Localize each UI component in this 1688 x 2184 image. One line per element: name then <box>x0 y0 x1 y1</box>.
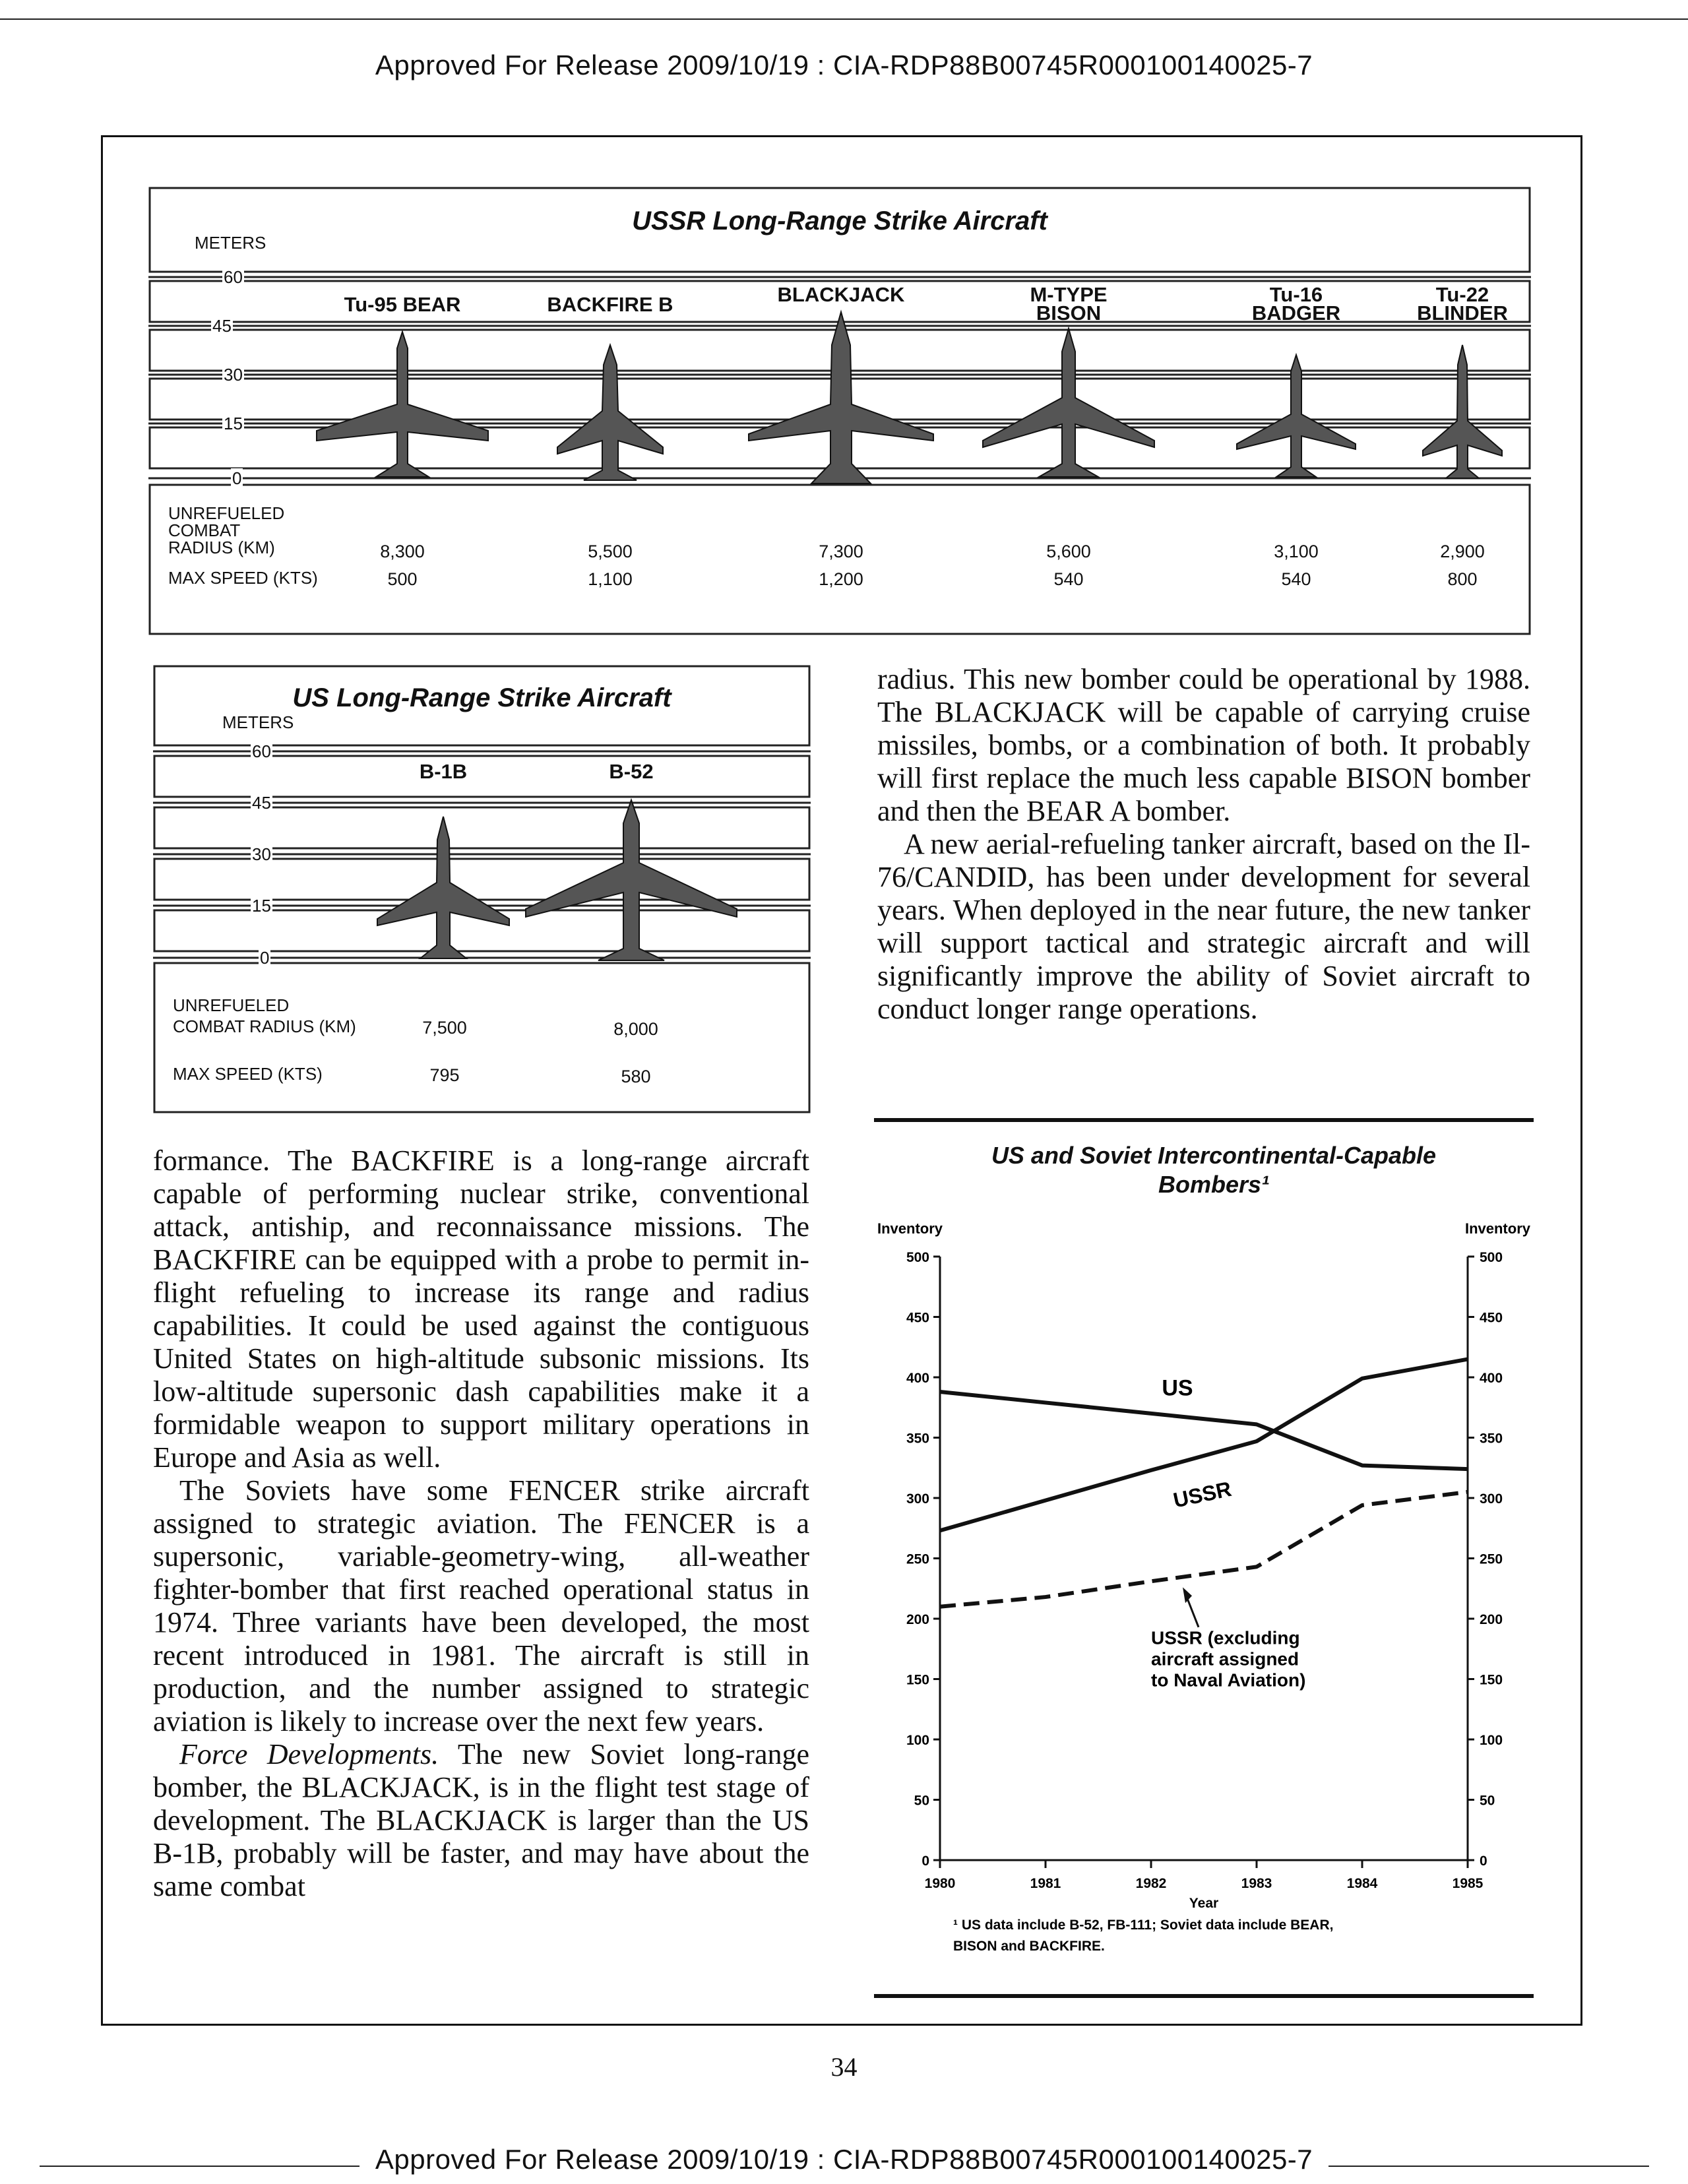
ussr-scale-60: 60 <box>224 267 243 287</box>
y-tick-label-left: 0 <box>922 1854 929 1869</box>
x-tick-label: 1981 <box>1030 1876 1061 1891</box>
paragraph: A new aerial-refueling tanker aircraft, based on the Il-76/CANDID, has been under development for several years. When deployed in the near future, the new tanker will support tactical and strategic aircraft and will significantly improve the ability of Soviet aircraft to conduct longer range operations. <box>877 828 1530 1025</box>
y-tick-label-left: 250 <box>906 1551 929 1567</box>
paragraph <box>153 1738 809 1903</box>
y-tick-label-right: 150 <box>1480 1672 1503 1688</box>
y-tick-label-left: 350 <box>906 1431 929 1447</box>
series-label-us: US <box>1162 1375 1193 1401</box>
us-scale-60: 60 <box>252 741 271 761</box>
y-tick-label-right: 100 <box>1480 1733 1503 1748</box>
ussr-speed-value: 500 <box>387 569 418 589</box>
ussr-aircraft-name: M-TYPE BISON <box>1030 283 1108 325</box>
us-speed-value: 795 <box>429 1065 460 1085</box>
ussr-radius-value: 5,600 <box>1046 542 1091 561</box>
paragraph: radius. This new bomber could be operational by 1988. The BLACKJACK will be capable of carrying cruise missiles, bombs, or a combination of both. It probably will first replace the much less capable BISON bomber and then the BEAR A bomber. <box>877 663 1530 827</box>
blackjack-silhouette <box>749 312 933 484</box>
us-radius-label: UNREFUELED COMBAT RADIUS (KM) <box>173 995 356 1036</box>
y-tick-label-right: 400 <box>1480 1371 1503 1386</box>
annotation-arrowhead <box>1183 1587 1192 1603</box>
aircraft-silhouettes <box>317 312 1502 484</box>
y-tick-label-left: 400 <box>906 1371 929 1386</box>
us-radius-value: 8,000 <box>613 1019 658 1039</box>
us-speed-label: MAX SPEED (KTS) <box>173 1064 323 1084</box>
us-figure-title: US Long-Range Strike Aircraft <box>292 683 672 712</box>
paragraph: formance. The BACKFIRE is a long-range aircraft capable of performing nuclear strike, conventional attack, antiship, and reconnaissance missions. The BACKFIRE can be equipped with a probe to permit in-flight refueling to increase its range and radius capabilities. It could be used against the contiguous United States on high-altitude subsonic missions. Its low-altitude supersonic dash capabilities make it a formidable weapon to support military operations in Europe and Asia as well. <box>153 1144 809 1474</box>
y-tick-label-right: 50 <box>1480 1793 1495 1809</box>
release-footer: Approved For Release 2009/10/19 : CIA-RDP88B00745R000100140025-7 <box>0 2144 1688 2175</box>
b1b-silhouette <box>377 817 509 958</box>
x-tick-label: 1984 <box>1346 1876 1378 1891</box>
y-tick-label-left: 50 <box>914 1793 929 1809</box>
ussr-radius-value: 5,500 <box>588 542 633 561</box>
ussr-figure <box>148 187 1531 635</box>
y-tick-label-right: 0 <box>1480 1854 1487 1869</box>
ussr-speed-value: 800 <box>1447 569 1478 589</box>
ussr-aircraft-name: BACKFIRE B <box>547 293 673 316</box>
ussr-radius-value: 8,300 <box>380 542 425 561</box>
y-tick-label-left: 200 <box>906 1612 929 1627</box>
m-type-bison-silhouette <box>983 328 1154 477</box>
section-lead: Force Developments. <box>179 1738 439 1770</box>
ussr-scale-15: 15 <box>224 414 243 433</box>
us-aircraft-silhouettes <box>377 800 737 960</box>
y-tick-label-left: 100 <box>906 1733 929 1748</box>
us-scale-15: 15 <box>252 896 271 916</box>
annotation-line: to Naval Aviation) <box>1151 1669 1306 1691</box>
y-tick-label-right: 450 <box>1480 1310 1503 1326</box>
page-number: 34 <box>830 2052 858 2082</box>
ussr-radius-value: 7,300 <box>819 542 863 561</box>
ussr-speed-value: 1,100 <box>588 569 633 589</box>
us-aircraft-name: B-52 <box>609 760 654 783</box>
annotation-line: aircraft assigned <box>1151 1648 1299 1669</box>
paragraph-body: The new Soviet long-range bomber, the BLACKJACK, is in the flight test stage of development. The BLACKJACK is larger than the US B-1B, probably will be faster, and may have about the same combat <box>153 1738 810 1902</box>
y-tick-label-left: 450 <box>906 1310 929 1326</box>
left-column-text <box>153 1144 809 1903</box>
ussr-radius-value: 3,100 <box>1274 542 1319 561</box>
ussr-speed-value: 540 <box>1053 569 1084 589</box>
us-meters-label: METERS <box>222 712 294 732</box>
ussr-meters-label: METERS <box>195 233 266 253</box>
ussr-aircraft-name: Tu-22 BLINDER <box>1417 283 1508 325</box>
tu16-badger-silhouette <box>1237 355 1356 477</box>
ussr-figure-graphic <box>148 187 1531 635</box>
us-scale-0: 0 <box>260 948 270 968</box>
ussr-scale-30: 30 <box>224 365 243 385</box>
us-radius-value: 7,500 <box>422 1018 467 1038</box>
annotation-line: USSR (excluding <box>1151 1627 1300 1648</box>
y-tick-label-right: 350 <box>1480 1431 1503 1447</box>
ussr-radius-value: 2,900 <box>1440 542 1485 561</box>
us-speed-value: 580 <box>621 1067 651 1086</box>
us-figure <box>153 665 811 1113</box>
paragraph: The Soviets have some FENCER strike aircraft assigned to strategic aviation. The FENCER is a supersonic, variable-geometry-wing, all-weather fighter-bomber that first reached operational status in 1974. Three variants have been developed, the most recent introduced in 1981. The aircraft is still in production, and the number assigned to strategic aviation is likely to increase over the next few years. <box>153 1474 809 1737</box>
us-scale-30: 30 <box>252 844 271 864</box>
ussr-scale-45: 45 <box>212 316 232 336</box>
chart-bottom-rule <box>874 1994 1534 1998</box>
y-tick-label-right: 250 <box>1480 1551 1503 1567</box>
y-axis-label-left: Inventory <box>877 1220 943 1237</box>
y-axis-label-right: Inventory <box>1464 1220 1530 1237</box>
ussr-radius-label: UNREFUELED COMBAT RADIUS (KM) <box>168 503 285 557</box>
b52-silhouette <box>526 800 737 960</box>
y-tick-label-right: 200 <box>1480 1612 1503 1627</box>
us-aircraft-name: B-1B <box>419 760 468 783</box>
x-tick-label: 1980 <box>924 1876 956 1891</box>
x-axis-label: Year <box>1189 1896 1219 1911</box>
x-tick-label: 1985 <box>1452 1876 1484 1891</box>
chart-footnote-line: BISON and BACKFIRE. <box>953 1939 1105 1954</box>
chart-top-rule <box>874 1118 1534 1122</box>
y-tick-label-left: 500 <box>906 1250 929 1265</box>
ussr-speed-value: 1,200 <box>819 569 863 589</box>
release-header: Approved For Release 2009/10/19 : CIA-RDP88B00745R000100140025-7 <box>375 49 1313 80</box>
tu22-blinder-silhouette <box>1423 345 1502 478</box>
y-tick-label-left: 300 <box>906 1491 929 1507</box>
y-tick-label-right: 300 <box>1480 1491 1503 1507</box>
ussr-aircraft-name: Tu-16 BADGER <box>1251 283 1341 325</box>
ussr-speed-label: MAX SPEED (KTS) <box>168 568 318 588</box>
ussr-scale-0: 0 <box>232 468 242 488</box>
ussr-aircraft-name: BLACKJACK <box>777 283 905 306</box>
y-tick-label-left: 150 <box>906 1672 929 1688</box>
ussr-speed-value: 540 <box>1281 569 1311 589</box>
chart-title: US and Soviet Intercontinental-Capable Bombers¹ <box>991 1142 1437 1198</box>
y-tick-label-right: 500 <box>1480 1250 1503 1265</box>
tu95-bear-silhouette <box>317 332 488 477</box>
series-label-ussr: USSR <box>1171 1476 1234 1513</box>
backfire-b-silhouette <box>557 345 663 480</box>
chart-footnote-line: ¹ US data include B-52, FB-111; Soviet data include BEAR, <box>953 1918 1334 1933</box>
x-tick-label: 1982 <box>1135 1876 1167 1891</box>
us-scale-45: 45 <box>252 793 271 813</box>
ussr-figure-title: USSR Long-Range Strike Aircraft <box>632 206 1047 235</box>
top-rule <box>0 18 1688 20</box>
right-column-text <box>877 663 1530 1026</box>
bomber-inventory-chart <box>874 1207 1534 1999</box>
x-tick-label: 1983 <box>1241 1876 1272 1891</box>
ussr-aircraft-name: Tu-95 BEAR <box>344 293 461 316</box>
